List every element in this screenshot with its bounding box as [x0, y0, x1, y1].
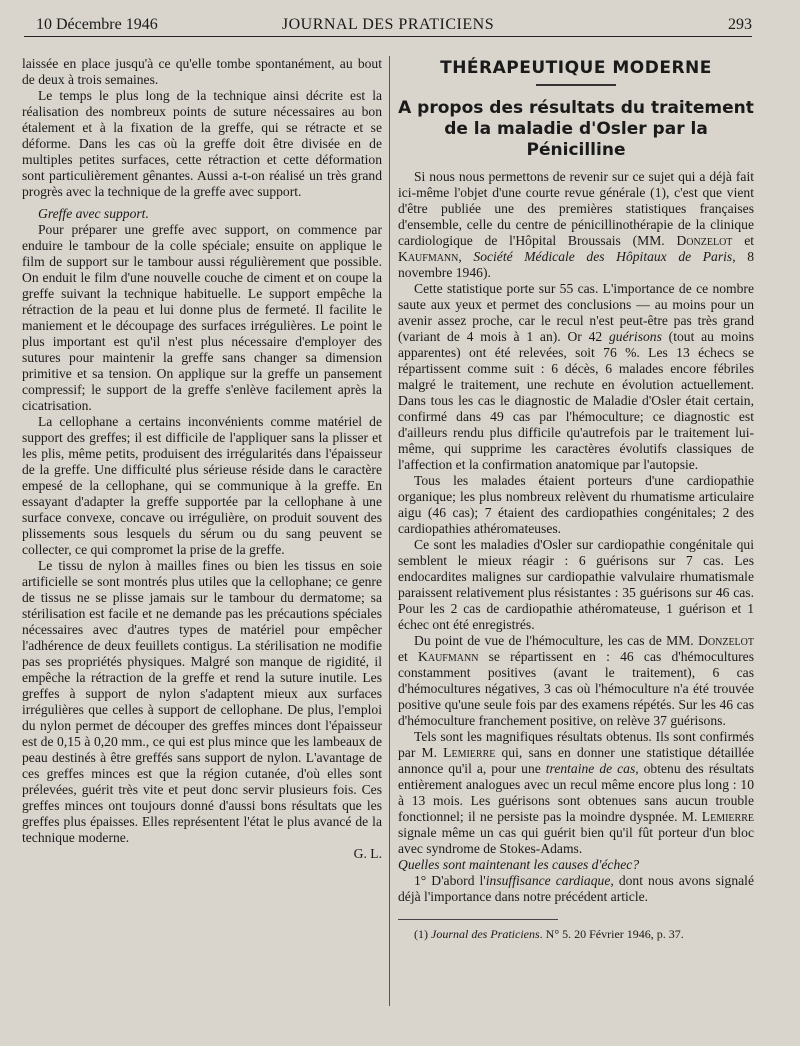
left-column	[22, 56, 382, 862]
subheading: Greffe avec support.	[38, 206, 149, 221]
page-header	[24, 14, 752, 37]
paragraph: Le tissu de nylon à mailles fines ou bien les tissus en soie artificielle se sont montrés plus utiles que la cellophane; ce genre de tissus ne se plisse jamais sur le tambour du dermatome; sa stérilisation est facile et ne demande pas les précautions spéciales nécessaires avec d'autres types de matériel pour empêcher l'adhérence de deux feuillets contigus. La stérilisation ne modifie pas ses propriétés physiques. Malgré son manque de rigidité, il empêche la rétraction de la greffe et rend la suture inutile. Les greffes à support de nylon s'adaptent mieux aux surfaces irrégulières que celles à support de cellophane. De plus, l'emploi du nylon permet de découper des greffes minces dont l'épaisseur est de 0,15 à 0,20 mm., ce qui est plus mince que les lambeaux de peau destinés à être greffés sans support de nylon. L'avantage de ces greffes minces est que la région cutanée, d'où elles sont prélevées, guérit très vite et peut donc servir plusieurs fois. Ces greffes minces ont toujours donné d'aussi bons résultats que les greffes plus épaisses. Elles représentent l'état le plus avancé de la technique moderne.	[22, 558, 382, 845]
paragraph: Cette statistique porte sur 55 cas. L'importance de ce nombre saute aux yeux et permet des conclusions — au moins pour un avenir assez proche, car le recul n'est peut-être pas très grand (variant de 4 mois à 1 an). Or 42 guérisons (tout au moins apparentes) ont été relevées, soit 76 %. Les 13 échecs se répartissent comme suit : 6 décès, 6 malades encore fébriles malgré le traitement, une rechute en évolution actuellement. Dans tous les cas le diagnostic de Maladie d'Osler était certain, confirmé dans 49 cas par l'hémoculture; ce diagnostic est d'ailleurs rendu plus difficile qu'autrefois par le traitement lui-même, qui supprime les caractères évolutifs classiques de l'affection et la confirmation anatomique par l'autopsie.	[398, 280, 754, 472]
footnote-rule	[398, 919, 558, 920]
paragraph: Pour préparer une greffe avec support, on commence par enduire le tambour de la colle spéciale; ensuite on applique le film de support sur le tambour aussi régulièrement que possible. On enduit le film d'une nouvelle couche de ciment et on coupe la greffe suivant la technique habituelle. Le support empêche la rétraction de la peau et lui donne plus de fermeté. Il facilite le maniement et le découpage des surfaces irrégulières. Le point le plus important est qu'il n'est plus nécessaire d'employer des sutures pour maintenir la greffe sans changer sa dimension primitive et sa tension. On applique sur la greffe un pansement compressif; le support de la greffe s'enlève facilement après la cicatrisation.	[22, 222, 382, 413]
author-name: Lemierre	[701, 808, 754, 824]
author-signature: G. L.	[353, 846, 382, 861]
column-divider	[389, 56, 390, 1006]
paragraph: Ce sont les maladies d'Osler sur cardiopathie congénitale qui semblent le mieux réagir : 6 guérisons sur 7 cas. Les endocardites malignes sur cardiopathie valvulaire rhumatismale paraissent relativement plus résistantes : 35 guérisons sur 46 cas. Pour les 2 cas de cardiopathie athéromateuse, 1 guérison et 1 échec ont été enregistrés.	[398, 536, 754, 632]
header-date: 10 Décembre 1946	[36, 16, 158, 33]
section-rule	[536, 84, 616, 86]
author-name: Kaufmann	[418, 648, 479, 664]
paragraph: 1° D'abord l'insuffisance cardiaque, dont nous avons signalé déjà l'importance dans notre précédent article.	[398, 872, 754, 904]
paragraph: Le temps le plus long de la technique ainsi décrite est la réalisation des nombreux points de suture nécessaires au bon étalement et à la fixation de la greffe, qui se rétracte et se déforme. Dans les cas où la greffe doit être divisée en de multiples petites surfaces, cette rétraction et cette déformation sont particulièrement gênantes. Aussi a-t-on réalisé un très grand progrès avec la technique de la greffe avec support.	[22, 88, 382, 199]
author-name: Lemierre	[443, 744, 496, 760]
section-title: THÉRAPEUTIQUE MODERNE	[440, 58, 712, 78]
right-column	[398, 56, 754, 942]
author-name: Donzelot	[698, 632, 754, 648]
page-number: 293	[728, 16, 752, 33]
paragraph: Tels sont les magnifiques résultats obtenus. Ils sont confirmés par M. Lemierre qui, sans en donner une statistique détaillée annonce qu'il a, pour une trentaine de cas, obtenu des résultats entièrement analogues avec un recul même encore plus long : 10 à 13 mois. Les guérisons sont obtenues sans aucun trouble fonctionnel; il ne persiste pas la moindre dyspnée. M. Lemierre signale même un cas qui guérit bien qu'il fût porteur d'un bloc avec syndrome de Stokes-Adams.	[398, 728, 755, 856]
author-name: Kaufmann	[398, 248, 459, 264]
paragraph: Tous les malades étaient porteurs d'une cardiopathie organique; les plus nombreux relèvent du rhumatisme articulaire aigu (46 cas); 7 étaient des cardiopathies congénitales; 2 des cardiopathies athéromateuses.	[398, 472, 754, 536]
question-heading: Quelles sont maintenant les causes d'échec?	[398, 856, 640, 872]
paragraph: La cellophane a certains inconvénients comme matériel de support des greffes; il est difficile de l'appliquer sans la plisser et les plis, même petits, produisent des irrégularités dans l'épaisseur de la greffe. Une difficulté plus sérieuse réside dans le caractère empesé de la cellophane, qui se communique à la greffe. En essayant d'adapter la greffe supportée par la cellophane à une surface convexe, concave ou irrégulière, on produit souvent des plissements sous lesquels du sérum ou du sang peuvent se collecter, ce qui compromet la prise de la greffe.	[22, 414, 382, 557]
author-name: Donzelot	[676, 232, 733, 248]
society-name: Société Médicale des Hôpitaux de Paris	[473, 248, 733, 264]
header-journal-title: JOURNAL DES PRATICIENS	[281, 16, 495, 33]
footnote: (1) Journal des Praticiens. N° 5. 20 Février 1946, p. 37.	[414, 926, 684, 941]
paragraph: Du point de vue de l'hémoculture, les cas de MM. Donzelot et Kaufmann se répartissent en : 46 cas d'hémocultures constamment positives (avant le traitement), 6 cas d'hémocultures négatives, 3 cas où l'hémoculture n'a été trouvée positive qu'une seule fois par des examens répétés. Sur les 46 cas d'hémoculture franchement positive, on relève 37 guérisons.	[398, 632, 754, 728]
article-title: A propos des résultats du traitement de la maladie d'Osler par la Pénicilline	[398, 97, 754, 160]
paragraph: Si nous nous permettons de revenir sur ce sujet qui a déjà fait ici-même l'objet d'une courte revue générale (1), c'est que vient d'être publiée une des premières statistiques françaises d'ensemble, celle du centre de pénicillinothérapie de la clinique cardiologique de l'Hôpital Broussais (MM. Donzelot et Kaufmann, Société Médicale des Hôpitaux de Paris, 8 novembre 1946).	[398, 168, 755, 280]
paragraph: laissée en place jusqu'à ce qu'elle tombe spontanément, au bout de deux à trois semaines.	[22, 56, 382, 87]
